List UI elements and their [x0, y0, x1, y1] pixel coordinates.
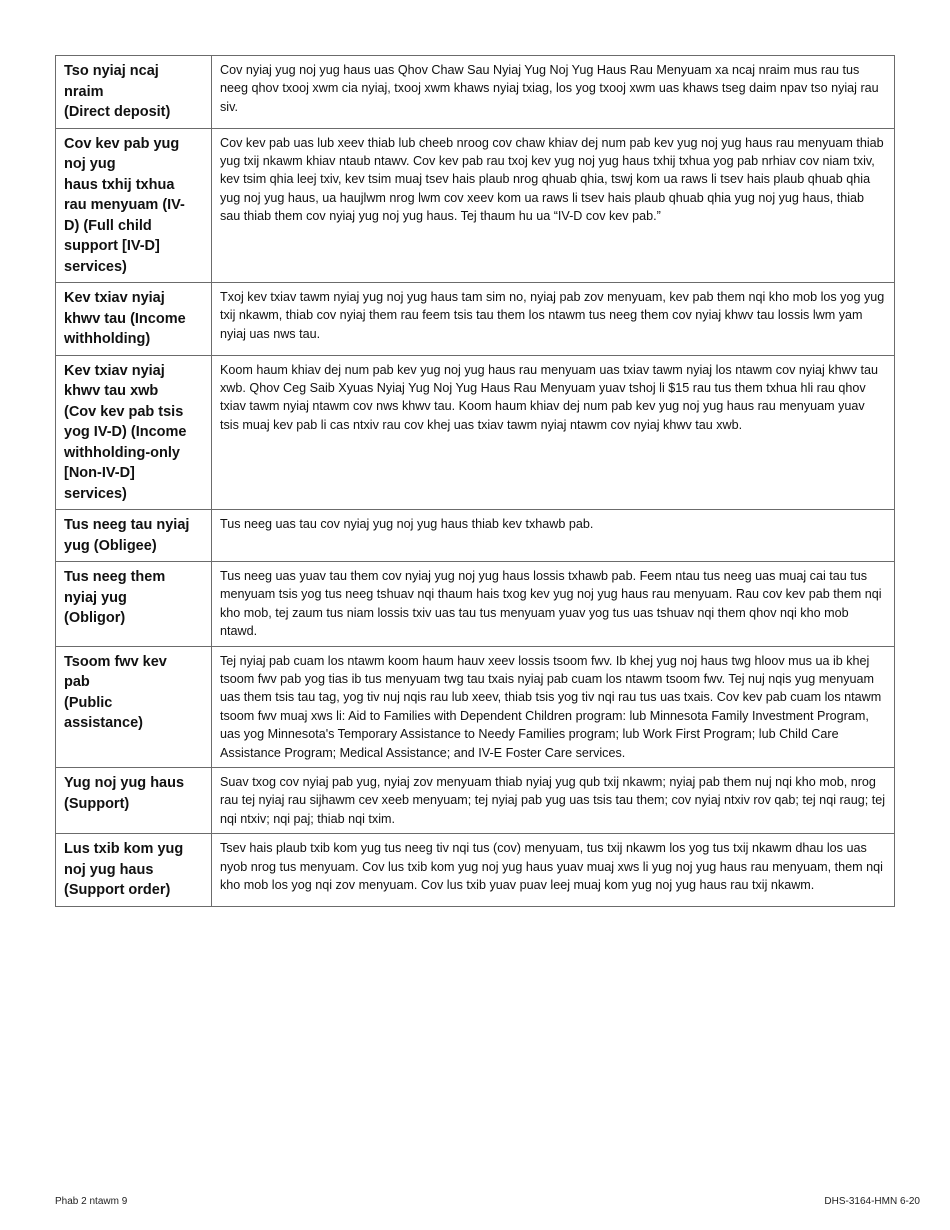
term-line: Tus neeg tau nyiaj	[64, 517, 190, 533]
term-line: (Public	[64, 694, 113, 711]
page-number: Phab 2 ntawm 9	[55, 1196, 128, 1207]
definition-cell: Tsev hais plaub txib kom yug tus neeg tiv nqi tus (cov) menyuam, tus txij nkawm los yog tus txij nkawm dhau los uas nyob nrog tus menyuam. Cov lus txib kom yug noj yug haus yuav muaj xws li yug noj yug haus rau menyuam, them nqi kho mob los yog nqi zov menyuam. Cov lus txib yuav puav leej muaj kom yug noj yug haus rau txij nkawm.	[212, 834, 895, 907]
definition-cell: Txoj kev txiav tawm nyiaj yug noj yug haus tam sim no, nyiaj pab zov menyuam, kev pab them nqi kho mob los yog yug txij nkawm, thiab cov nyiaj them rau feem tsis tau them los ntawm tus neeg them cov nyiaj khwv tau lossis lwm yam nyiaj uas nws tau.	[212, 283, 895, 356]
definition-cell: Cov nyiaj yug noj yug haus uas Qhov Chaw Sau Nyiaj Yug Noj Yug Haus Rau Menyuam xa ncaj nraim mus rau tus neeg qhov txooj xwm cia nyiaj, txooj xwm khaws nyiaj txiag, los yog txooj xwm uas khaws tseg daim npav tso nyiaj rau siv.	[212, 56, 895, 129]
definition-cell: Cov kev pab uas lub xeev thiab lub cheeb nroog cov chaw khiav dej num pab kev yug noj yug haus rau menyuam thiab yug txij nkawm khiav ntaub ntawv. Cov kev pab rau txoj kev yug noj yug haus txhij txhua yog pab nrhiav cov niam txiv, kev tsim qhia leej txiv, kev tsim muaj tsev hais plaub nrog qhuab qhia, tswj kom ua raws li tsev hais plaub qhuab qhia yug noj yug haus, ua haujlwm nrog lwm cov xeev kom ua raws li tsev hais plaub qhuab qhia yug noj yug haus, thiab sau thiab them cov nyiaj yug noj yug haus. Tej thaum hu ua “IV-D cov kev pab.”	[212, 128, 895, 283]
term-line: services)	[64, 485, 127, 502]
table-row	[56, 355, 895, 510]
term-line: Kev txiav nyiaj	[64, 290, 165, 306]
term-line: Cov kev pab yug	[64, 135, 180, 152]
term-line: khwv tau xwb	[64, 383, 159, 399]
term-line: (Cov kev pab tsis	[64, 403, 184, 420]
table-row	[56, 56, 895, 129]
term-line: support [IV-D]	[64, 238, 160, 254]
term-line: D) (Full child	[64, 217, 152, 234]
term-line: pab	[64, 674, 90, 691]
definition-cell: Suav txog cov nyiaj pab yug, nyiaj zov menyuam thiab nyiaj yug qub txij nkawm; nyiaj pab them nuj nqi kho mob, nrog rau tej nyiaj rau sijhawm cev xeeb menyuam; tej nyiaj pab yug uas tsis tau them; cov nyiaj ntxiv rov qab; tej nqi raug; tej nqi ntxiv; nqi paj; thiab nqi txim.	[212, 768, 895, 834]
term-cell	[56, 56, 212, 129]
term-line: (Support)	[64, 795, 130, 812]
term-line: Tus neeg them	[64, 569, 166, 585]
term-line: rau menyuam (IV-	[64, 197, 185, 213]
term-line: Yug noj yug haus	[64, 775, 185, 792]
term-cell	[56, 355, 212, 510]
term-line: withholding-only	[64, 444, 180, 461]
table-row	[56, 646, 895, 767]
term-line: assistance)	[64, 715, 143, 732]
term-line: (Support order)	[64, 882, 171, 899]
term-line: Kev txiav nyiaj	[64, 362, 165, 379]
definition-cell: Tus neeg uas yuav tau them cov nyiaj yug noj yug haus lossis txhawb pab. Feem ntau tus neeg uas muaj cai tau tus menyuam tsis yog tus neeg tshuav nqi thaum hais txog kev yug noj yug haus rau menyuam. Rau cov kev pab them nqi kho mob, tej zaum tus niam lossis txiv uas tau tus menyuam yuav yog tus uas tshuav nqi them qhov nqi kho mob ntawd.	[212, 562, 895, 647]
term-line: services)	[64, 258, 127, 275]
term-line: (Obligor)	[64, 610, 126, 626]
term-line: [Non-IV-D]	[64, 465, 135, 481]
term-cell	[56, 646, 212, 767]
term-line: nyiaj yug	[64, 589, 127, 606]
term-line: yug (Obligee)	[64, 537, 157, 554]
term-line: khwv tau (Income	[64, 310, 186, 327]
table-row	[56, 562, 895, 647]
table-row	[56, 510, 895, 562]
table-row	[56, 768, 895, 834]
term-cell	[56, 510, 212, 562]
term-cell	[56, 768, 212, 834]
table-row	[56, 128, 895, 283]
term-line: haus txhij txhua	[64, 176, 175, 193]
definition-cell: Tus neeg uas tau cov nyiaj yug noj yug haus thiab kev txhawb pab.	[212, 510, 895, 562]
table-row	[56, 834, 895, 907]
term-line: noj yug haus	[64, 861, 154, 878]
term-line: Lus txib kom yug	[64, 841, 184, 858]
term-line: yog IV-D) (Income	[64, 424, 187, 440]
definition-cell: Koom haum khiav dej num pab kev yug noj yug haus rau menyuam uas txiav tawm nyiaj los ntawm cov nyiaj khwv tau xwb. Qhov Ceg Saib Xyuas Nyiaj Yug Noj Yug Haus Rau Menyuam yuav tshoj li $15 rau tus them txhua hli rau qhov txiav tawm nyiaj ntawm cov nws khwv tau. Koom haum khiav dej num pab kev yug noj yug haus rau menyuam yuav tsis muaj kev pab li cas ntxiv rau cov khej uas txiav tawm nyiaj ntawm cov nyiaj khwv tau xwb.	[212, 355, 895, 510]
term-line: nraim	[64, 83, 104, 100]
term-line: Tsoom fwv kev	[64, 653, 167, 670]
glossary-table	[55, 55, 895, 907]
form-code: DHS-3164-HMN 6-20	[824, 1196, 920, 1207]
term-line: noj yug	[64, 156, 116, 172]
term-line: Tso nyiaj ncaj	[64, 63, 159, 79]
definition-cell: Tej nyiaj pab cuam los ntawm koom haum hauv xeev lossis tsoom fwv. Ib khej yug noj haus twg hloov mus ua ib khej tsoom fwv pab yog tias ib tus menyuam twg tau txais nyiaj pab cuam los ntawm tsoom fwv. Tej nuj nqis yug menyuam uas them tsis tau tag, yog tiv nuj nqis rau lub xeev, thiab tsis yog tiv nqi rau tus uas txais. Cov kev pab cuam los ntawm tsoom fwv muaj xws li: Aid to Families with Dependent Children program: lub Minnesota Family Investment Program, uas yog Minnesota's Temporary Assistance to Needy Families program; lub Work First Program; lub Child Care Assistance Program; Medical Assistance; and IV-E Foster Care services.	[212, 646, 895, 767]
term-line: withholding)	[64, 331, 151, 347]
term-cell	[56, 834, 212, 907]
table-row	[56, 283, 895, 356]
term-cell	[56, 562, 212, 647]
term-cell	[56, 128, 212, 283]
term-line: (Direct deposit)	[64, 104, 171, 120]
term-cell	[56, 283, 212, 356]
